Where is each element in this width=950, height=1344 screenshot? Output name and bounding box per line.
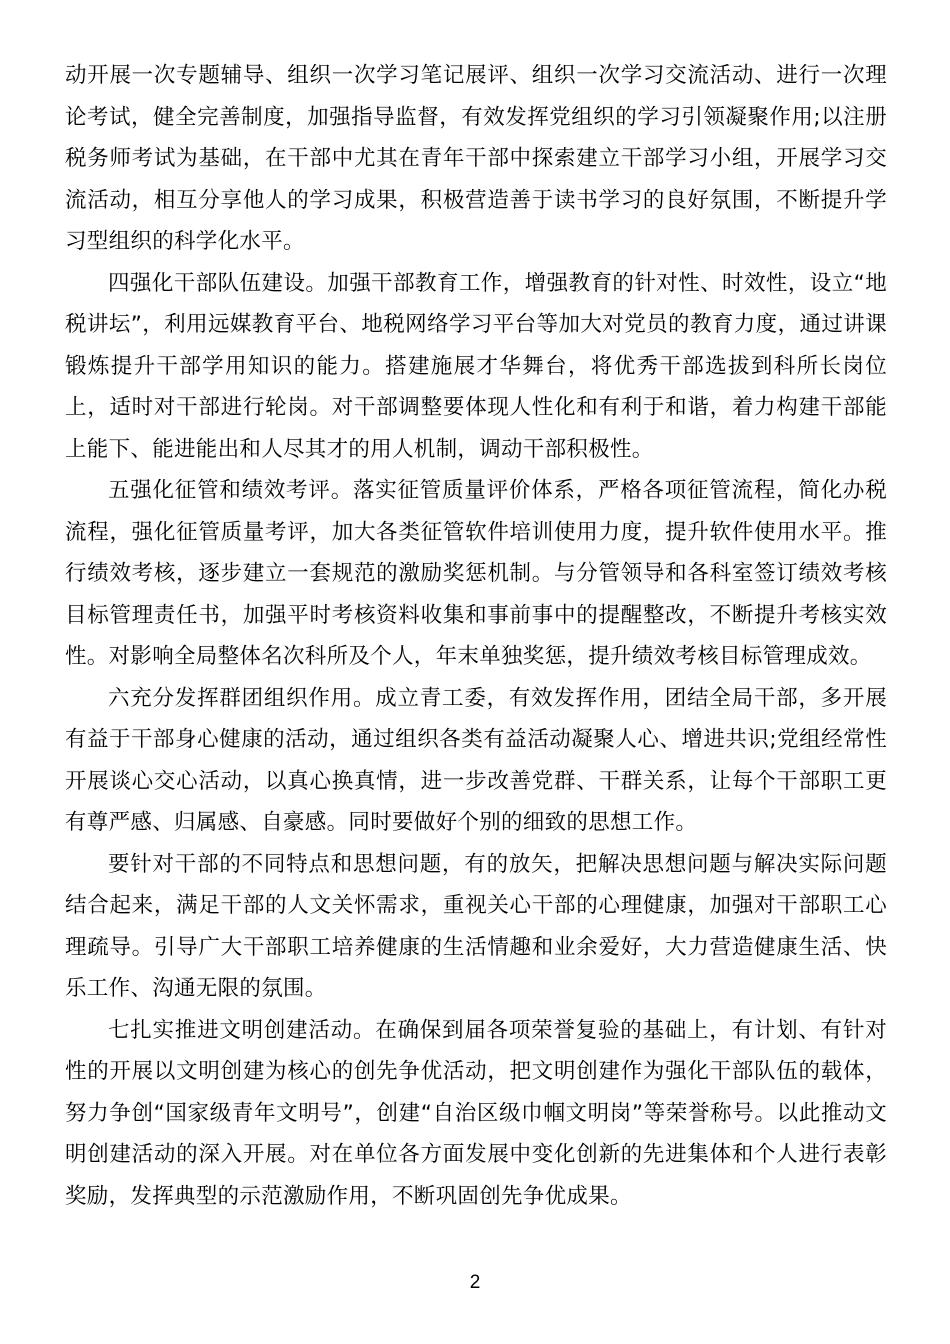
- paragraph-mass-organizations: 六充分发挥群团组织作用。成立青工委，有效发挥作用，团结全局干部，多开展有益于干部身心健康的活动，通过组织各类有益活动凝聚人心、增进共识;党组经常性开展谈心交心活动，以真心换真情，进一步改善党群、干群关系，让每个干部职工更有尊严感、归属感、自豪感。同时要做好个别的细致的思想工作。: [65, 685, 887, 835]
- paragraph-study-activities: 动开展一次专题辅导、组织一次学习笔记展评、组织一次学习交流活动、进行一次理论考试，健全完善制度，加强指导监督，有效发挥党组织的学习引领凝聚作用;以注册税务师考试为基础，在干部中尤其在青年干部中探索建立干部学习小组，开展学习交流活动，相互分享他人的学习成果，积极营造善于读书学习的良好氛围，不断提升学习型组织的科学化水平。: [65, 63, 887, 254]
- paragraph-ideological-work: 要针对干部的不同特点和思想问题，有的放矢，把解决思想问题与解决实际问题结合起来，满足干部的人文关怀需求，重视关心干部的心理健康，加强对干部职工心理疏导。引导广大干部职工培养健康的生活情趣和业余爱好，大力营造健康生活、快乐工作、沟通无限的氛围。: [65, 851, 887, 1001]
- paragraph-civilization-creation: 七扎实推进文明创建活动。在确保到届各项荣誉复验的基础上，有计划、有针对性的开展以文明创建为核心的创先争优活动，把文明创建作为强化干部队伍的载体，努力争创“国家级青年文明号”，创建“自治区级巾帼文明岗”等荣誉称号。以此推动文明创建活动的深入开展。对在单位各方面发展中变化创新的先进集体和个人进行表彰奖励，发挥典型的示范激励作用，不断巩固创先争优成果。: [65, 1017, 887, 1209]
- page-number: 2: [469, 1272, 481, 1293]
- document-body: [65, 55, 887, 1217]
- paragraph-cadre-team-building: 四强化干部队伍建设。加强干部教育工作，增强教育的针对性、时效性，设立“地税讲坛”，利用远媒教育平台、地税网络学习平台等加大对党员的教育力度，通过讲课锻炼提升干部学用知识的能力。搭建施展才华舞台，将优秀干部选拔到科所长岗位上，适时对干部进行轮岗。对干部调整要体现人性化和有利于和谐，着力构建干部能上能下、能进能出和人尽其才的用人机制，调动干部积极性。: [65, 270, 887, 462]
- paragraph-collection-performance: 五强化征管和绩效考评。落实征管质量评价体系，严格各项征管流程，简化办税流程，强化征管质量考评，加大各类征管软件培训使用力度，提升软件使用水平。推行绩效考核，逐步建立一套规范的激励奖惩机制。与分管领导和各科室签订绩效考核目标管理责任书，加强平时考核资料收集和事前事中的提醒整改，不断提升考核实效性。对影响全局整体名次科所及个人，年末单独奖惩，提升绩效考核目标管理成效。: [65, 478, 887, 669]
